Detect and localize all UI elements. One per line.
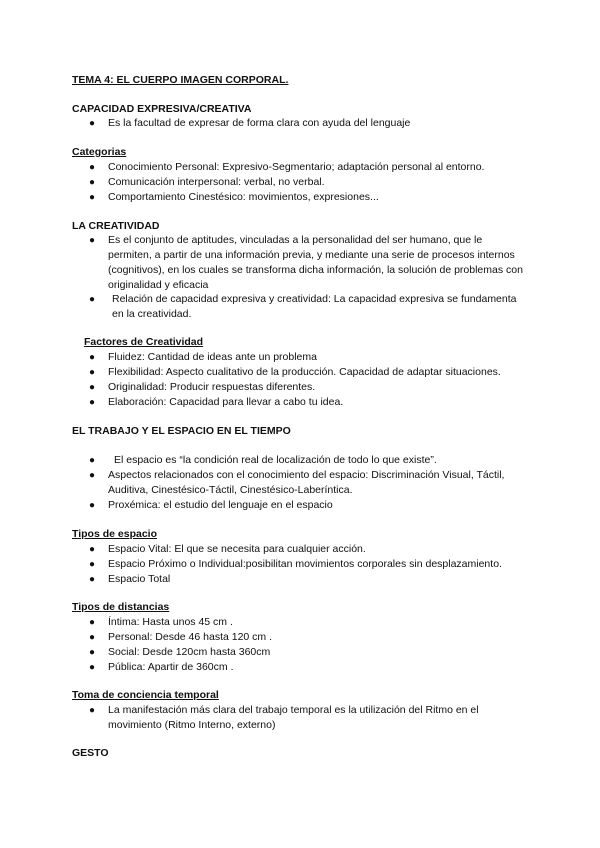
bullet-icon: ●: [89, 397, 96, 408]
list-item: Íntima: Hasta unos 45 cm .: [108, 616, 233, 628]
list-item: Espacio Vital: El que se necesita para cualquier acción.: [108, 543, 366, 555]
bullet-icon: ●: [89, 382, 96, 393]
bullet-icon: ●: [89, 177, 96, 188]
bullet-icon: ●: [89, 192, 96, 203]
bullet-icon: ●: [89, 118, 96, 129]
list-item: Espacio Total: [108, 573, 171, 585]
bullet-icon: ●: [89, 162, 96, 173]
list-item: Comportamiento Cinestésico: movimientos, expresiones...: [108, 191, 379, 203]
list-item: Comunicación interpersonal: verbal, no verbal.: [108, 176, 325, 188]
bullet-icon: ●: [89, 559, 96, 570]
list-item: Fluidez: Cantidad de ideas ante un problema: [108, 351, 317, 363]
list-item: Espacio Próximo o Individual:posibilitan movimientos corporales sin desplazamiento.: [108, 558, 502, 570]
bullet-icon: ●: [89, 617, 96, 628]
list-item: Proxémica: el estudio del lenguaje en el espacio: [108, 499, 333, 511]
section-heading-trabajo: EL TRABAJO Y EL ESPACIO EN EL TIEMPO: [72, 425, 291, 437]
list-item: El espacio es “la condición real de localización de todo lo que existe”.: [114, 454, 437, 466]
bullet-icon: ●: [89, 455, 96, 466]
list-item: Elaboración: Capacidad para llevar a cabo tu idea.: [108, 396, 344, 408]
list-item: Personal: Desde 46 hasta 120 cm .: [108, 631, 273, 643]
bullet-icon: ●: [89, 705, 96, 716]
list-item: Aspectos relacionados con el conocimiento del espacio: Discriminación Visual, Táctil, Auditiva, Cinestésico-Táctil, Cinestésico-Laberíntica.: [108, 469, 505, 496]
bullet-icon: ●: [89, 662, 96, 673]
section-heading-capacidad: CAPACIDAD EXPRESIVA/CREATIVA: [72, 103, 252, 115]
section-heading-categorias: Categorias: [72, 146, 127, 158]
bullet-icon: ●: [89, 352, 96, 363]
list-item: Conocimiento Personal: Expresivo-Segmentario; adaptación personal al entorno.: [108, 161, 485, 173]
list-item: Pública: Apartir de 360cm .: [108, 661, 234, 673]
list-item: Flexibilidad: Aspecto cualitativo de la producción. Capacidad de adaptar situaciones.: [108, 366, 501, 378]
section-heading-creatividad: LA CREATIVIDAD: [72, 220, 160, 232]
bullet-icon: ●: [89, 367, 96, 378]
bullet-icon: ●: [89, 647, 96, 658]
section-heading-tipos-espacio: Tipos de espacio: [72, 528, 157, 540]
list-item: La manifestación más clara del trabajo temporal es la utilización del Ritmo en el movimiento (Ritmo Interno, externo): [108, 704, 479, 731]
bullet-icon: ●: [89, 470, 96, 481]
bullet-icon: ●: [89, 235, 96, 246]
section-heading-gesto: GESTO: [72, 747, 109, 759]
section-heading-tipos-distancias: Tipos de distancias: [72, 601, 170, 613]
bullet-icon: ●: [89, 544, 96, 555]
list-item: Originalidad: Producir respuestas diferentes.: [108, 381, 316, 393]
list-item: Relación de capacidad expresiva y creatividad: La capacidad expresiva se fundamenta en la creatividad.: [112, 293, 517, 320]
bullet-icon: ●: [89, 500, 96, 511]
list-item: Es la facultad de expresar de forma clara con ayuda del lenguaje: [108, 117, 411, 129]
section-heading-factores: Factores de Creatividad: [84, 336, 204, 348]
document-title: TEMA 4: EL CUERPO IMAGEN CORPORAL.: [72, 74, 289, 86]
list-item: Social: Desde 120cm hasta 360cm: [108, 646, 271, 658]
bullet-icon: ●: [89, 574, 96, 585]
bullet-icon: ●: [89, 632, 96, 643]
list-item: Es el conjunto de aptitudes, vinculadas a la personalidad del ser humano, que le permiten, a partir de una información previa, y mediante una serie de procesos internos (cognitivos), en los cuales se transforma dicha información, la solución de problemas con originalidad y eficacia: [108, 234, 523, 291]
bullet-icon: ●: [89, 294, 96, 305]
section-heading-toma-conciencia: Toma de conciencia temporal: [72, 689, 219, 701]
